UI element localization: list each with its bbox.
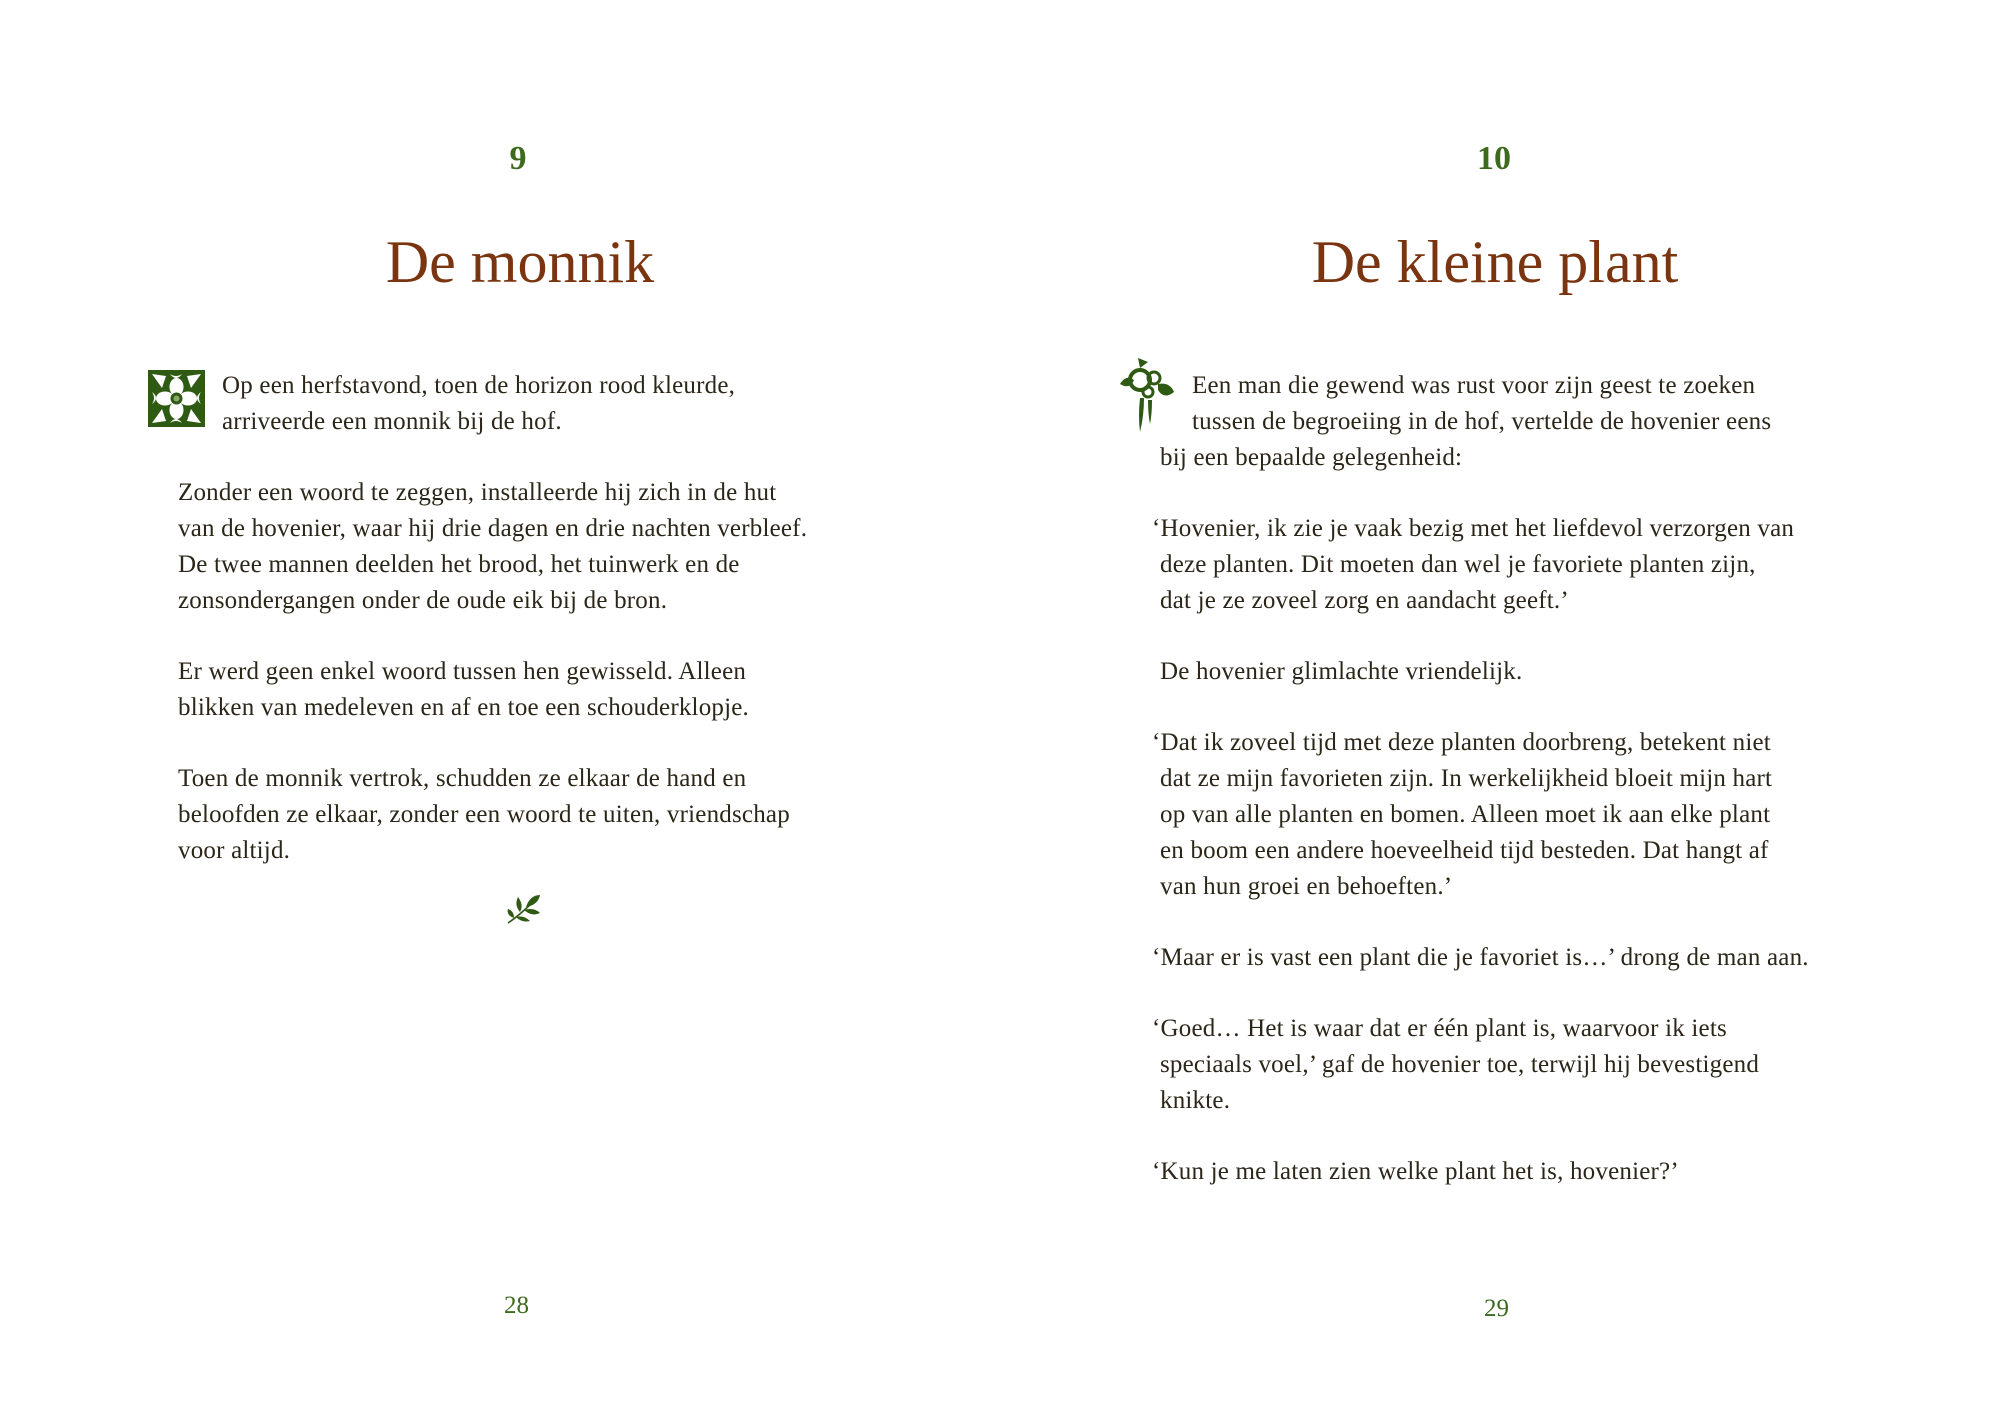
text-line: ‘Hovenier, ik zie je vaak bezig met het liefdevol verzorgen van [1152,515,1795,542]
flower-tile-icon [148,370,205,427]
right-page [1004,0,2008,1417]
text-line: zonsondergangen onder de oude eik bij de bron. [178,587,668,614]
text-line: ‘Dat ik zoveel tijd met deze planten doorbreng, betekent niet [1152,729,1771,756]
text-line: De hovenier glimlachte vriendelijk. [1160,658,1523,685]
text-line: dat je ze zoveel zorg en aandacht geeft.’ [1160,587,1569,614]
text-line: deze planten. Dit moeten dan wel je favoriete planten zijn, [1160,551,1756,578]
plant-vine-icon [1118,356,1176,434]
text-line: blikken van medeleven en af en toe een schouderklopje. [178,694,749,721]
text-line: beloofden ze elkaar, zonder een woord te uiten, vriendschap [178,801,790,828]
chapter-title: De monnik [385,229,655,295]
text-line: tussen de begroeiing in de hof, vertelde de hovenier eens [1192,408,1772,435]
chapter-title: De kleine plant [1311,229,1679,295]
text-line: speciaals voel,’ gaf de hovenier toe, terwijl hij bevestigend [1160,1051,1760,1078]
text-line: voor altijd. [178,837,291,864]
page-number: 28 [504,1292,529,1319]
text-line: knikte. [1160,1087,1231,1114]
text-line: ‘Maar er is vast een plant die je favoriet is…’ drong de man aan. [1152,944,1809,971]
leaf-sprig-icon [506,893,542,927]
text-line: bij een bepaalde gelegenheid: [1160,444,1463,471]
text-line: Toen de monnik vertrok, schudden ze elkaar de hand en [178,765,747,792]
text-line: en boom een andere hoeveelheid tijd besteden. Dat hangt af [1160,837,1769,864]
chapter-number: 9 [509,140,527,177]
chapter-number: 10 [1477,140,1511,177]
text-line: Een man die gewend was rust voor zijn geest te zoeken [1192,372,1756,399]
text-line: ‘Kun je me laten zien welke plant het is, hovenier?’ [1152,1158,1679,1185]
text-line: Zonder een woord te zeggen, installeerde hij zich in de hut [178,479,777,506]
text-line: van de hovenier, waar hij drie dagen en drie nachten verbleef. [178,515,808,542]
text-line: op van alle planten en bomen. Alleen moet ik aan elke plant [1160,801,1771,828]
page-number: 29 [1484,1295,1509,1322]
text-line: ‘Goed… Het is waar dat er één plant is, waarvoor ik iets [1152,1015,1727,1042]
text-line: dat ze mijn favorieten zijn. In werkelijkheid bloeit mijn hart [1160,765,1773,792]
text-line: Er werd geen enkel woord tussen hen gewisseld. Alleen [178,658,747,685]
text-line: van hun groei en behoeften.’ [1160,873,1453,900]
text-line: arriveerde een monnik bij de hof. [222,408,562,435]
text-line: Op een herfstavond, toen de horizon rood kleurde, [222,372,736,399]
text-line: De twee mannen deelden het brood, het tuinwerk en de [178,551,740,578]
